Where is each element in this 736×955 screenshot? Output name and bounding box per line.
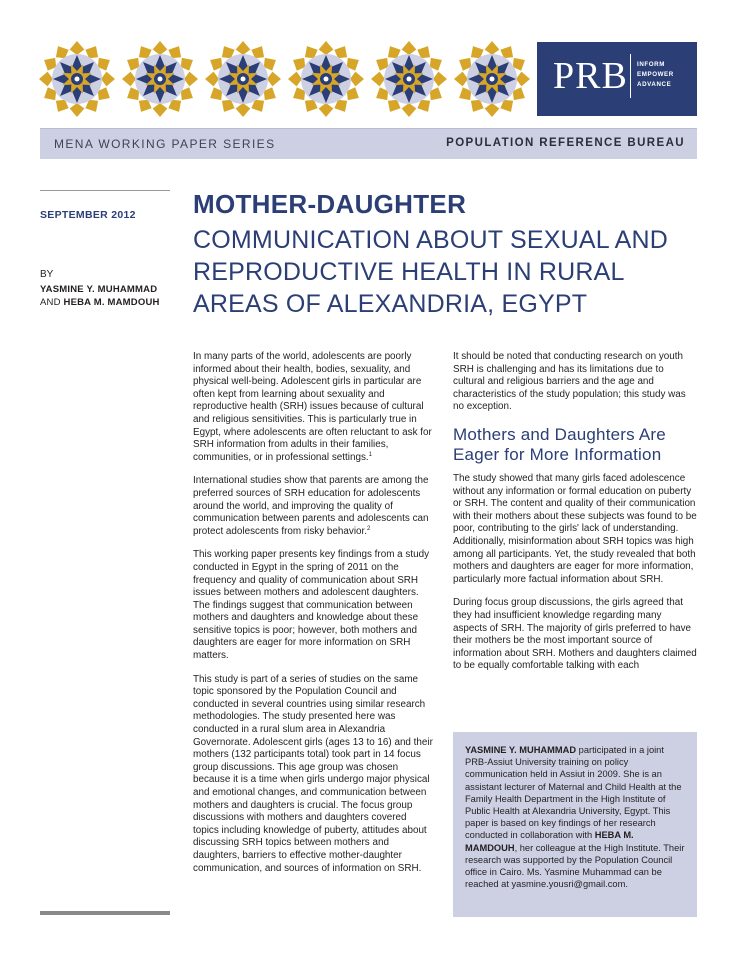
tagline-advance: ADVANCE: [637, 81, 672, 88]
tagline-empower: EMPOWER: [637, 71, 674, 78]
ornament-part: [324, 77, 329, 82]
ornament-tile: [453, 40, 531, 118]
ornament-tile: [287, 40, 365, 118]
and-word: AND: [40, 297, 61, 308]
ornament-row: [38, 40, 538, 118]
sidebar-rule: [40, 190, 170, 191]
ornament-part: [75, 77, 80, 82]
series-band: [40, 128, 697, 159]
prb-logo: PRB: [553, 55, 628, 97]
masthead: [0, 0, 736, 130]
series-label: MENA WORKING PAPER SERIES: [54, 137, 276, 151]
footnote-ref: 1: [368, 451, 372, 458]
ornament-part: [407, 77, 412, 82]
footnote-ref: 2: [367, 525, 371, 532]
ornament-part: [490, 77, 495, 82]
ornament-part: [241, 77, 246, 82]
author-2: HEBA M. MAMDOUH: [63, 297, 160, 308]
paragraph: [193, 475, 435, 538]
paragraph: [193, 351, 435, 464]
ornament-part: [158, 77, 163, 82]
prb-logo-block: [537, 42, 697, 116]
author-1: YASMINE Y. MUHAMMAD: [40, 284, 158, 295]
body-column-right: [453, 351, 698, 684]
paragraph: This working paper presents key findings from a study conducted in Egypt in the spring of 2011 on the frequency and quality of communication about SRH issues between mothers and adolescent daughters. The findings suggest that communication between mothers and daughters and knowledge about these sensitive topics is poor; however, both mothers and daughters are eager for more information on SRH matters.: [193, 549, 430, 662]
ornament-tile: [370, 40, 448, 118]
publication-date: SEPTEMBER 2012: [40, 209, 136, 221]
paragraph-text: In many parts of the world, adolescents are poorly informed about their health, bodies, sexuality, and physical well-being. Adolescent girls in particular are often kept from learning about sexuality and reproductive health (SRH) issues because of cultural and religious sensitivities. This is particularly true in Egypt, where adolescents are often reluctant to ask for SRH information from adults in their families, communities, or in professional settings.: [193, 351, 432, 463]
sidebar-bottom-rule: [40, 911, 170, 915]
body-column-left: [193, 351, 435, 886]
author-2-line: [40, 297, 160, 308]
ornament-tile: [121, 40, 199, 118]
paragraph: This study is part of a series of studies on the same topic sponsored by the Population Council and conducted in several countries using similar research methodologies. The study presented here was conducted in a rural slum area in Alexandria Governorate. Adolescent girls (ages 13 to 16) and their mothers (132 participants total) took part in 14 focus group discussions. This age group was chosen because it is a time when girls undergo major physical and emotional changes, and communication between mothers and daughters is crucial. The focus group discussions with mothers and daughters covered topics including knowledge of puberty, attitudes about discussing SRH topics between mothers and daughters, barriers to effective mother-daughter communication, and sources of information on SRH.: [193, 673, 433, 874]
bio-text-2: , her colleague at the High Institute. Their research was supported by the Population Council office in Cairo. Ms. Yasmine Muhammad can be reached at yasmine.yousri@gmail.com.: [465, 842, 685, 890]
tagline-inform: INFORM: [637, 61, 666, 68]
title-main: MOTHER-DAUGHTER: [193, 189, 467, 219]
title-subtitle: COMMUNICATION ABOUT SEXUAL AND REPRODUCTIVE HEALTH IN RURAL AREAS OF ALEXANDRIA, EGYPT: [193, 226, 669, 318]
bio-author-2: HEBA M. MAMDOUH: [465, 830, 634, 853]
section-heading: Mothers and Daughters Are Eager for More Information: [453, 424, 666, 464]
paragraph: It should be noted that conducting research on youth SRH is challenging and has its limitations due to cultural and religious barriers and the age and characteristics of the study population; this study was no exception.: [453, 351, 686, 413]
author-bio-box: [453, 732, 697, 917]
paragraph-text: International studies show that parents are among the preferred sources of SRH education for adolescents around the world, and improving the quality of communication between parents and adolescents can protect adolescents from risky behavior.: [193, 475, 429, 537]
prb-tagline: [637, 60, 674, 90]
logo-divider: [630, 54, 631, 98]
author-bio-text: [465, 744, 687, 890]
paragraph: During focus group discussions, the girls agreed that they had insufficient knowledge regarding many aspects of SRH. The majority of girls preferred to have their mothers be the most important source of information about SRH. Mothers and daughters claimed to be equally comfortable talking with each: [453, 597, 697, 672]
paragraph: The study showed that many girls faced adolescence without any information or formal education on puberty or SRH. The content and quality of their communication with their mothers about these subjects was found to be poor, contributing to the girls' lack of understanding. Additionally, misinformation about SRH topics was high among all participants. Yet, the study revealed that both mothers and daughters are eager for more information, particularly more factual information about SRH.: [453, 472, 697, 585]
bio-author-1: YASMINE Y. MUHAMMAD: [465, 745, 577, 755]
ornament-tile: [38, 40, 116, 118]
organization-name: POPULATION REFERENCE BUREAU: [446, 137, 685, 149]
byline-label: BY: [40, 269, 54, 280]
ornament-tile: [204, 40, 282, 118]
bio-text-1: participated in a joint PRB-Assiut University training on policy communication held in Assiut in 2009. She is an assistant lecturer of Maternal and Child Health at the Family Health Department in the High Institute of Public Health at Alexandria University, Egypt. This paper is based on key findings of her research conducted in collaboration with: [465, 745, 682, 841]
